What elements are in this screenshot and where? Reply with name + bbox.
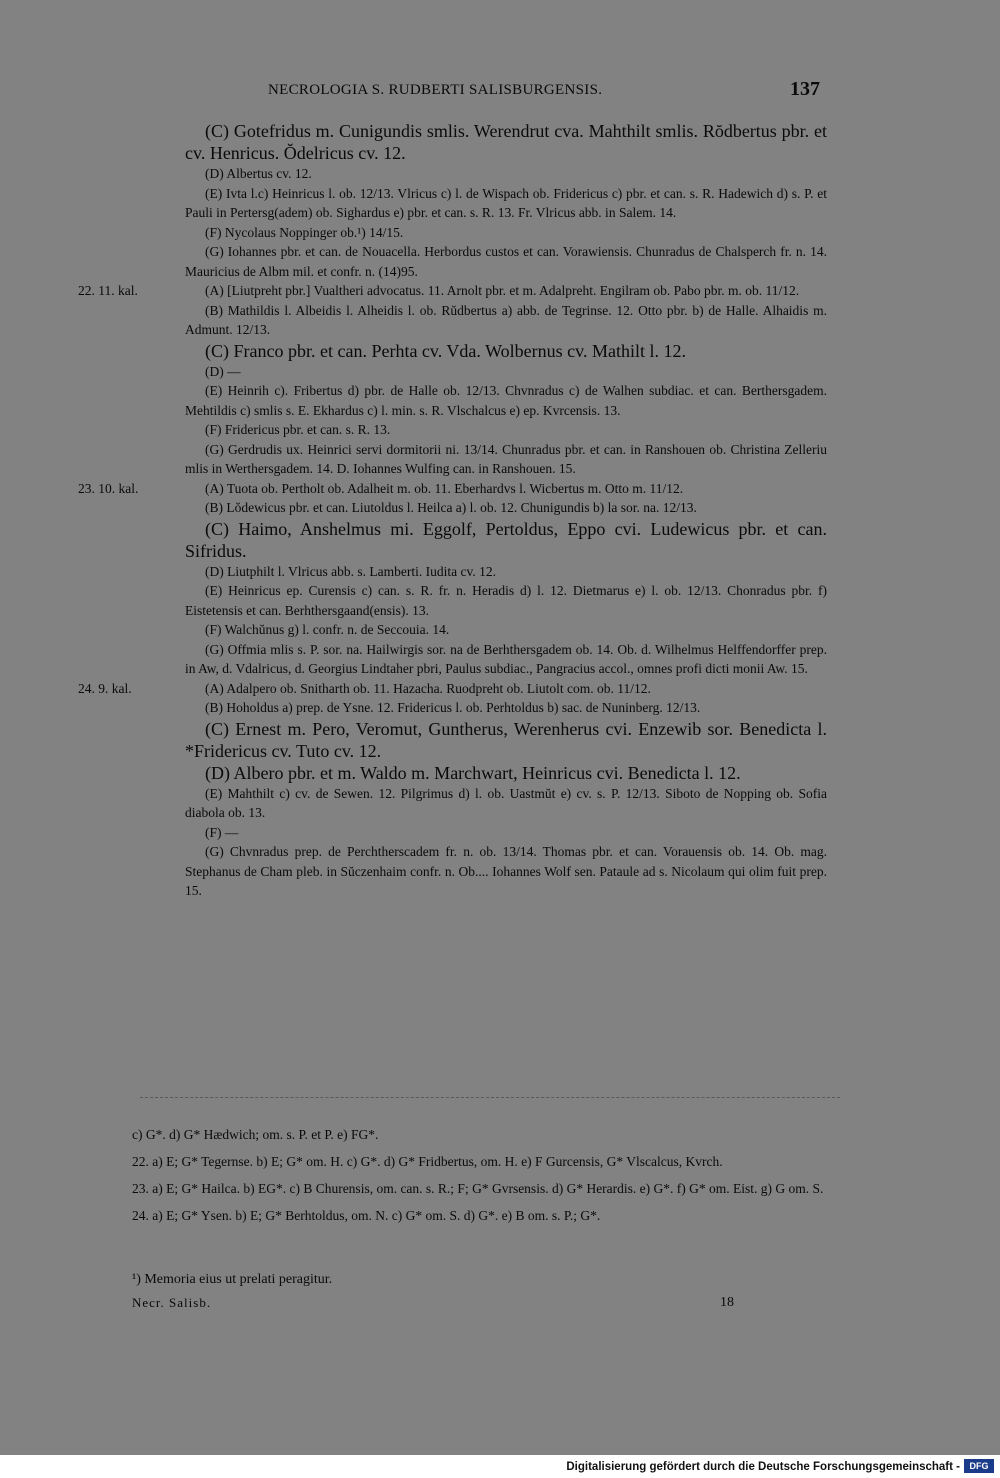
apparatus-line: 23. a) E; G* Hailca. b) EG*. c) B Churensis, om. can. s. R.; F; G* Gvrsensis. d) G* Herardis. e) G*. f) G* om. Eist. g) G om. S. — [132, 1181, 824, 1196]
continuation-block — [0, 120, 1000, 281]
day-block-23 — [0, 479, 1000, 679]
entry-b: (B) Hoholdus a) prep. de Ysne. 12. Fridericus l. ob. Perhtoldus b) sac. de Nuninberg. 12/13. — [205, 700, 701, 715]
entry-e: (E) Heinrih c). Fribertus d) pbr. de Halle ob. 12/13. Chvnradus c) de Walhen subdiac. et can. Berthersgadem. Mehtildis c) smlis s. E. Ekhardus c) l. min. s. R. Vlschalcus e) ep. Kvrcensis. 13. — [185, 383, 827, 418]
running-head — [0, 78, 1000, 102]
entry-f: (F) — — [205, 824, 239, 840]
sheet-signature: Necr. Salisb. — [132, 1295, 212, 1310]
sheet-number: 18 — [720, 1295, 734, 1310]
entry-b: (B) Mathildis l. Albeidis l. Alheidis l. ob. Rŭdbertus a) abb. de Tegrinse. 12. Otto pbr. b) de Halle. Alhaidis m. Admunt. 12/13. — [185, 302, 827, 337]
apparatus-separator — [140, 1097, 840, 1098]
entry-c: (C) Haimo, Anshelmus mi. Eggolf, Pertoldus, Eppo cvi. Ludewicus pbr. et can. Sifridus. — [185, 518, 827, 561]
entry-d: (D) Albero pbr. et m. Waldo m. Marchwart, Heinricus cvi. Benedicta l. 12. — [205, 762, 741, 783]
entry-c: (C) Gotefridus m. Cunigundis smlis. Werendrut cva. Mahthilt smlis. Rŏdbertus pbr. et cv. Henricus. Ŏdelricus cv. 12. — [185, 121, 827, 163]
entry-c: (C) Ernest m. Pero, Veromut, Guntherus, Werenherus cvi. Enzewib sor. Benedicta l. *Fridericus cv. Tuto cv. 12. — [185, 718, 827, 761]
credit-text: Digitalisierung gefördert durch die Deutsche Forschungsgemeinschaft - — [566, 1461, 960, 1473]
critical-apparatus — [84, 1125, 830, 1233]
entry-c: (C) Franco pbr. et can. Perhta cv. Vda. Wolbernus cv. Mathilt l. 12. — [205, 340, 686, 361]
day-label: 23. 10. kal. — [78, 480, 139, 496]
entry-b: (B) Lŏdewicus pbr. et can. Liutoldus l. Heilca a) l. ob. 12. Chunigundis b) la sor. na. 12/13. — [205, 500, 697, 515]
entry-a: (A) Tuota ob. Pertholt ob. Adalheit m. ob. 11. Eberhardvs l. Wicbertus m. Otto m. 11/12. — [205, 480, 684, 496]
entry-a: (A) Adalpero ob. Snitharth ob. 11. Hazacha. Ruodpreht ob. Liutolt com. ob. 11/12. — [205, 680, 651, 696]
entry-d: (D) Albertus cv. 12. — [205, 166, 312, 181]
day-label: 24. 9. kal. — [78, 680, 132, 696]
entry-a: (A) [Liutpreht pbr.] Vualtheri advocatus. 11. Arnolt pbr. et m. Adalpreht. Engilram ob. Pabo pbr. m. ob. 11/12. — [205, 283, 800, 298]
page-footer — [132, 1295, 742, 1315]
day-block-24 — [0, 679, 1000, 901]
dfg-logo-icon: DFG — [964, 1459, 994, 1473]
apparatus-line: c) G*. d) G* Hædwich; om. s. P. et P. e) FG*. — [132, 1127, 379, 1142]
entry-g: (G) Gerdrudis ux. Heinrici servi dormitorii ni. 13/14. Chunradus pbr. et can. in Ranshouen ob. Christina Zelleriu mlis in Werthersgadem. 14. D. Iohannes Wulfing can. in Ranshouen. 15. — [185, 441, 827, 476]
day-label: 22. 11. kal. — [78, 283, 138, 298]
entry-e: (E) Ivta l.c) Heinricus l. ob. 12/13. Vlricus c) l. de Wispach ob. Fridericus c) pbr. et can. s. R. Hadewich d) s. P. et Pauli in Pertersg(adem) ob. Sighardus e) pbr. et can. s. R. 13. Fr. Vlricus abb. in Salem. 14. — [185, 185, 827, 220]
entry-f: (F) Fridericus pbr. et can. s. R. 13. — [205, 422, 391, 437]
page-number: 137 — [790, 78, 820, 100]
entry-d: (D) — — [205, 363, 241, 379]
footnote: ¹) Memoria eius ut prelati peragitur. — [132, 1272, 333, 1287]
entry-d: (D) Liutphilt l. Vlricus abb. s. Lamberti. Iudita cv. 12. — [205, 563, 496, 579]
entry-e: (E) Heinricus ep. Curensis c) can. s. R. fr. n. Heradis d) l. 12. Dietmarus e) l. ob. 12/13. Chonradus pbr. f) Eistetensis et can. Berhthersgaand(ensis). 13. — [185, 583, 827, 618]
entry-g: (G) Chvnradus prep. de Perchtherscadem fr. n. ob. 13/14. Thomas pbr. et can. Vorauensis ob. 14. Ob. mag. Stephanus de Cham pleb. in Sŭczenhaim confr. n. Ob.... Iohannes Wolf sen. Pataule ad s. Nicolaum qui olim fuit prep. 15. — [185, 844, 827, 898]
digitization-credit-bar — [0, 1455, 1000, 1478]
entry-f: (F) Nycolaus Noppinger ob.¹) 14/15. — [205, 224, 404, 240]
apparatus-line: 22. a) E; G* Tegernse. b) E; G* om. H. c) G*. d) G* Fridbertus, om. H. e) F Gurcensis, G* Vlscalcus, Kvrch. — [132, 1154, 723, 1169]
entry-e: (E) Mahthilt c) cv. de Sewen. 12. Pilgrimus d) l. ob. Uastmŭt e) cv. s. P. 12/13. Siboto de Nopping ob. Sofia diabola ob. 13. — [185, 785, 827, 820]
entry-f: (F) Walchŭnus g) l. confr. n. de Seccouia. 14. — [205, 622, 450, 637]
necrology-text — [0, 120, 1000, 901]
apparatus-line: 24. a) E; G* Ysen. b) E; G* Berhtoldus, om. N. c) G* om. S. d) G*. e) B om. s. P.; G*. — [132, 1208, 601, 1223]
entry-g: (G) Offmia mlis s. P. sor. na. Hailwirgis sor. na de Berhthersgadem ob. 14. Ob. d. Wilhelmus Helffendorffer prep. in Aw, d. Vdalricus, d. Georgius Lindtaher pbri, Paulus subdiac., Pangracius accol., omnes profi dicti monii Aw. 15. — [185, 641, 827, 676]
entry-g: (G) Iohannes pbr. et can. de Nouacella. Herbordus custos et can. Vorawiensis. Chunradus de Chalsperch fr. n. 14. Mauricius de Albm mil. et confr. n. (14)95. — [185, 244, 827, 279]
running-title: NECROLOGIA S. RUDBERTI SALISBURGENSIS. — [268, 82, 603, 98]
day-block-22 — [0, 281, 1000, 479]
